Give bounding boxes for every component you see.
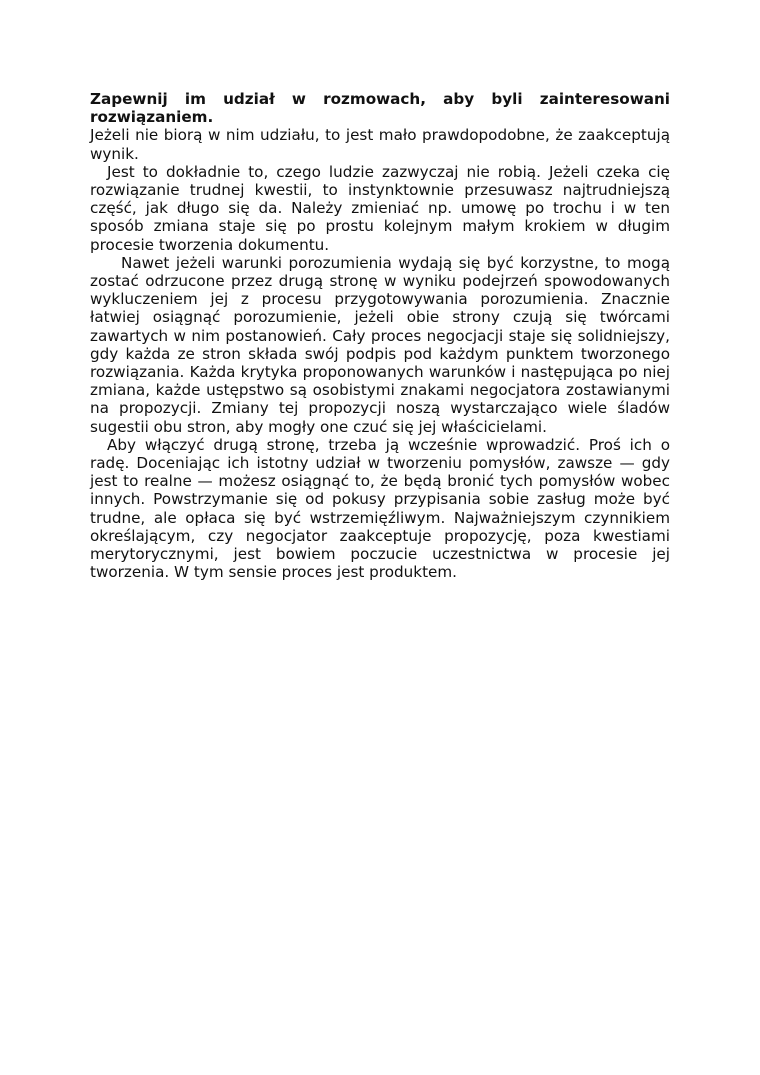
paragraph-ownership: Nawet jeżeli warunki porozumienia wydają się być korzystne, to mogą zostać odrzucone przez drugą stronę w wyniku podejrzeń spowodowanych wykluczeniem jej z procesu przygotowywania porozumienia. Znacznie łatwiej osiągnąć porozumienie, jeżeli obie strony czują się twórcami zawartych w nim postanowień. Cały proces negocjacji staje się solidniejszy, gdy każda ze stron składa swój podpis pod każdym punktem tworzonego rozwiązania. Każda krytyka proponowanych warunków i następująca po niej zmiana, każde ustępstwo są osobistymi znakami negocjatora zostawianymi na propozycji. Zmiany tej propozycji noszą wystarczająco wiele śladów sugestii obu stron, aby mogły one czuć się jej właścicielami.	[90, 253, 670, 436]
document-page	[90, 90, 670, 581]
paragraph-involvement: Aby włączyć drugą stronę, trzeba ją wcześnie wprowadzić. Proś ich o radę. Doceniając ich istotny udział w tworzeniu pomysłów, zawsze — gdy jest to realne — możesz osiągnąć to, że będą bronić tych pomysłów wobec innych. Powstrzymanie się od pokusy przypisania sobie zasług może być trudne, ale opłaca się być wstrzemięźliwym. Najważniejszym czynnikiem określającym, czy negocjator zaakceptuje propozycję, poza kwestiami merytorycznymi, jest bowiem poczucie uczestnictwa w procesie jej tworzenia. W tym sensie proces jest produktem.	[90, 435, 670, 582]
paragraph-intro: Jeżeli nie biorą w nim udziału, to jest mało prawdopodobne, że zaakceptują wynik.	[90, 126, 670, 163]
section-heading: Zapewnij im udział w rozmowach, aby byli zainteresowani rozwiązaniem.	[90, 90, 670, 127]
paragraph-gradual-change: Jest to dokładnie to, czego ludzie zazwyczaj nie robią. Jeżeli czeka cię rozwiązanie trudnej kwestii, to instynktownie przesuwasz najtrudniejszą część, jak długo się da. Należy zmieniać np. umowę po trochu i w ten sposób zmiana staje się po prostu kolejnym małym krokiem w długim procesie tworzenia dokumentu.	[90, 162, 670, 254]
